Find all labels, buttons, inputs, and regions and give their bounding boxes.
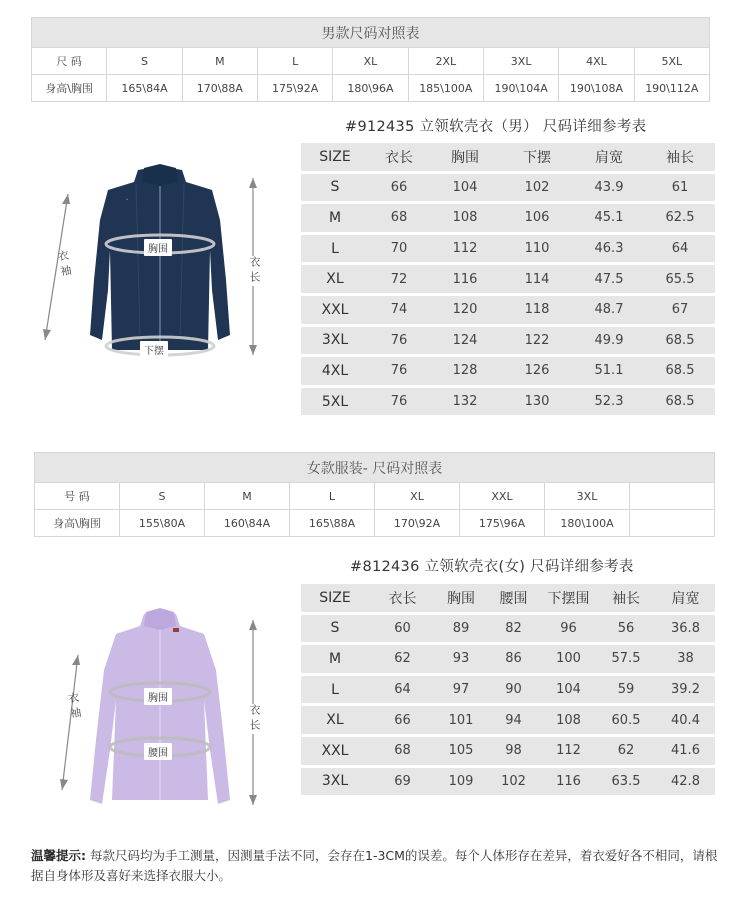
women-detail-value-cell: 68 xyxy=(369,737,436,765)
women-corr-size-cell: M xyxy=(205,483,290,510)
men-detail-value-cell: 114 xyxy=(501,265,573,293)
men-detail-value-cell: 68.5 xyxy=(645,388,715,416)
women-detail-value-cell: 102 xyxy=(486,768,541,796)
men-detail-size-cell: XXL xyxy=(301,296,369,324)
women-detail-value-cell: 66 xyxy=(369,706,436,734)
men-detail-value-cell: 64 xyxy=(645,235,715,263)
men-detail-value-cell: 46.3 xyxy=(573,235,645,263)
men-detail-value-cell: 102 xyxy=(501,174,573,202)
men-detail-size-cell: S xyxy=(301,174,369,202)
men-detail-value-cell: 49.9 xyxy=(573,327,645,355)
women-detail-value-cell: 69 xyxy=(369,768,436,796)
footer-note xyxy=(31,846,721,886)
women-chest-label: 胸围 xyxy=(144,688,172,705)
women-corr-body-row xyxy=(35,510,715,537)
men-length-label: 衣长 xyxy=(248,256,261,286)
men-detail-value-cell: 122 xyxy=(501,327,573,355)
men-detail-value-cell: 74 xyxy=(369,296,429,324)
women-detail-header-cell: 袖长 xyxy=(596,584,656,612)
women-detail-value-cell: 98 xyxy=(486,737,541,765)
men-detail-value-cell: 116 xyxy=(429,265,501,293)
women-detail-value-cell: 38 xyxy=(656,645,715,673)
men-detail-value-cell: 110 xyxy=(501,235,573,263)
men-detail-value-cell: 112 xyxy=(429,235,501,263)
women-corr-size-cell: XL xyxy=(375,483,460,510)
men-detail-header-cell: 下摆 xyxy=(501,143,573,171)
women-detail-row xyxy=(301,676,715,704)
men-corr-body-cell: 180\96A xyxy=(333,75,408,102)
men-detail-value-cell: 124 xyxy=(429,327,501,355)
men-detail-value-cell: 130 xyxy=(501,388,573,416)
women-corr-body-cell: 175\96A xyxy=(460,510,545,537)
men-detail-row xyxy=(301,357,715,385)
women-corr-body-cell: 170\92A xyxy=(375,510,460,537)
women-detail-size-cell: M xyxy=(301,645,369,673)
women-detail-row xyxy=(301,645,715,673)
men-corr-body-cell: 190\108A xyxy=(559,75,634,102)
men-detail-row xyxy=(301,388,715,416)
men-corr-size-row xyxy=(32,48,710,75)
women-detail-value-cell: 97 xyxy=(436,676,486,704)
men-detail-value-cell: 76 xyxy=(369,388,429,416)
women-detail-row xyxy=(301,706,715,734)
women-waist-label: 腰围 xyxy=(144,743,172,760)
men-detail-value-cell: 52.3 xyxy=(573,388,645,416)
women-corr-size-header: 号 码 xyxy=(35,483,120,510)
women-corr-body-cell xyxy=(630,510,715,537)
men-detail-value-cell: 47.5 xyxy=(573,265,645,293)
women-detail-value-cell: 100 xyxy=(541,645,596,673)
men-detail-value-cell: 70 xyxy=(369,235,429,263)
women-detail-value-cell: 64 xyxy=(369,676,436,704)
men-chest-label: 胸围 xyxy=(144,239,172,256)
men-detail-size-cell: L xyxy=(301,235,369,263)
men-detail-row xyxy=(301,204,715,232)
men-detail-value-cell: 67 xyxy=(645,296,715,324)
men-detail-header-cell: 衣长 xyxy=(369,143,429,171)
men-detail-value-cell: 43.9 xyxy=(573,174,645,202)
men-corr-body-cell: 185\100A xyxy=(408,75,483,102)
women-corr-title: 女款服装- 尺码对照表 xyxy=(35,453,715,483)
women-corr-body-header: 身高\胸围 xyxy=(35,510,120,537)
note-text: 每款尺码均为手工测量，因测量手法不同，会存在1-3CM的误差。每个人体形存在差异，着衣爱好各不相同，请根据自身体形及喜好来选择衣服大小。 xyxy=(31,848,718,883)
women-corr-body-cell: 160\84A xyxy=(205,510,290,537)
men-detail-header-cell: 袖长 xyxy=(645,143,715,171)
men-detail-value-cell: 72 xyxy=(369,265,429,293)
women-detail-value-cell: 36.8 xyxy=(656,615,715,643)
men-detail-value-cell: 108 xyxy=(429,204,501,232)
men-detail-value-cell: 68 xyxy=(369,204,429,232)
women-detail-value-cell: 108 xyxy=(541,706,596,734)
men-size-correspondence-table xyxy=(31,17,710,102)
men-hem-label: 下摆 xyxy=(140,341,168,358)
men-detail-value-cell: 62.5 xyxy=(645,204,715,232)
women-detail-value-cell: 62 xyxy=(596,737,656,765)
men-detail-value-cell: 106 xyxy=(501,204,573,232)
note-lead: 温馨提示: xyxy=(31,848,86,863)
men-detail-row xyxy=(301,296,715,324)
men-detail-value-cell: 61 xyxy=(645,174,715,202)
women-detail-header-cell: 衣长 xyxy=(369,584,436,612)
women-detail-size-cell: XL xyxy=(301,706,369,734)
women-detail-table xyxy=(301,581,715,798)
men-detail-size-cell: 5XL xyxy=(301,388,369,416)
men-corr-body-header: 身高\胸围 xyxy=(32,75,107,102)
women-corr-size-cell xyxy=(630,483,715,510)
men-jacket-illustration xyxy=(40,160,280,370)
men-detail-title: #912435 立领软壳衣（男） 尺码详细参考表 xyxy=(345,119,647,135)
women-jacket-diagram xyxy=(40,600,280,815)
men-corr-body-cell: 190\104A xyxy=(483,75,558,102)
women-detail-value-cell: 60 xyxy=(369,615,436,643)
men-detail-header-cell: 胸围 xyxy=(429,143,501,171)
women-detail-size-cell: 3XL xyxy=(301,768,369,796)
women-length-label: 衣长 xyxy=(248,704,261,734)
men-corr-size-cell: 3XL xyxy=(483,48,558,75)
women-detail-value-cell: 57.5 xyxy=(596,645,656,673)
men-detail-value-cell: 118 xyxy=(501,296,573,324)
women-detail-value-cell: 41.6 xyxy=(656,737,715,765)
women-detail-value-cell: 62 xyxy=(369,645,436,673)
women-detail-value-cell: 89 xyxy=(436,615,486,643)
men-detail-value-cell: 51.1 xyxy=(573,357,645,385)
men-detail-value-cell: 120 xyxy=(429,296,501,324)
women-size-correspondence-table xyxy=(34,452,715,537)
women-detail-value-cell: 101 xyxy=(436,706,486,734)
women-detail-value-cell: 90 xyxy=(486,676,541,704)
women-corr-size-row xyxy=(35,483,715,510)
men-detail-size-cell: 4XL xyxy=(301,357,369,385)
men-corr-body-cell: 170\88A xyxy=(182,75,257,102)
men-detail-row xyxy=(301,174,715,202)
men-sleeve-label: 衣袖 xyxy=(55,249,74,281)
men-detail-value-cell: 68.5 xyxy=(645,327,715,355)
men-corr-size-header: 尺 码 xyxy=(32,48,107,75)
men-corr-title: 男款尺码对照表 xyxy=(32,18,710,48)
svg-text:ᐩ: ᐩ xyxy=(126,198,128,204)
women-detail-value-cell: 86 xyxy=(486,645,541,673)
women-detail-value-cell: 109 xyxy=(436,768,486,796)
men-detail-value-cell: 126 xyxy=(501,357,573,385)
men-corr-body-cell: 190\112A xyxy=(634,75,709,102)
men-detail-value-cell: 66 xyxy=(369,174,429,202)
women-detail-value-cell: 60.5 xyxy=(596,706,656,734)
women-detail-row xyxy=(301,737,715,765)
men-detail-row xyxy=(301,235,715,263)
women-corr-size-cell: 3XL xyxy=(545,483,630,510)
men-detail-size-cell: 3XL xyxy=(301,327,369,355)
women-corr-body-cell: 165\88A xyxy=(290,510,375,537)
men-corr-size-cell: XL xyxy=(333,48,408,75)
men-corr-size-cell: L xyxy=(257,48,332,75)
women-corr-size-cell: XXL xyxy=(460,483,545,510)
women-detail-value-cell: 56 xyxy=(596,615,656,643)
women-detail-value-cell: 112 xyxy=(541,737,596,765)
women-sleeve-label: 衣袖 xyxy=(65,691,84,723)
women-detail-row xyxy=(301,615,715,643)
men-detail-value-cell: 76 xyxy=(369,357,429,385)
men-corr-size-cell: M xyxy=(182,48,257,75)
women-detail-size-cell: XXL xyxy=(301,737,369,765)
women-detail-row xyxy=(301,768,715,796)
women-corr-size-cell: L xyxy=(290,483,375,510)
men-detail-value-cell: 45.1 xyxy=(573,204,645,232)
women-detail-header-cell: 胸围 xyxy=(436,584,486,612)
men-detail-row xyxy=(301,327,715,355)
women-detail-value-cell: 96 xyxy=(541,615,596,643)
men-jacket-diagram xyxy=(40,160,280,370)
men-detail-value-cell: 104 xyxy=(429,174,501,202)
women-detail-value-cell: 63.5 xyxy=(596,768,656,796)
men-detail-table xyxy=(301,140,715,418)
women-detail-value-cell: 39.2 xyxy=(656,676,715,704)
men-detail-value-cell: 68.5 xyxy=(645,357,715,385)
men-corr-body-row xyxy=(32,75,710,102)
women-detail-header-cell: 下摆围 xyxy=(541,584,596,612)
women-detail-header-cell: 肩宽 xyxy=(656,584,715,612)
women-corr-body-cell: 155\80A xyxy=(120,510,205,537)
women-detail-header-row xyxy=(301,584,715,612)
men-detail-size-cell: M xyxy=(301,204,369,232)
men-detail-header-row xyxy=(301,143,715,171)
women-detail-value-cell: 42.8 xyxy=(656,768,715,796)
women-detail-title: #812436 立领软壳衣(女) 尺码详细参考表 xyxy=(350,559,634,575)
men-corr-body-cell: 165\84A xyxy=(107,75,182,102)
women-detail-size-cell: L xyxy=(301,676,369,704)
men-corr-body-cell: 175\92A xyxy=(257,75,332,102)
women-detail-value-cell: 116 xyxy=(541,768,596,796)
women-detail-size-cell: S xyxy=(301,615,369,643)
women-corr-body-cell: 180\100A xyxy=(545,510,630,537)
men-detail-value-cell: 132 xyxy=(429,388,501,416)
men-corr-size-cell: 2XL xyxy=(408,48,483,75)
women-detail-value-cell: 105 xyxy=(436,737,486,765)
women-detail-value-cell: 104 xyxy=(541,676,596,704)
men-detail-size-cell: XL xyxy=(301,265,369,293)
women-detail-value-cell: 82 xyxy=(486,615,541,643)
women-detail-value-cell: 40.4 xyxy=(656,706,715,734)
women-detail-header-cell: 腰围 xyxy=(486,584,541,612)
men-corr-size-cell: 5XL xyxy=(634,48,709,75)
women-detail-value-cell: 93 xyxy=(436,645,486,673)
women-detail-header-cell: SIZE xyxy=(301,584,369,612)
men-detail-value-cell: 65.5 xyxy=(645,265,715,293)
women-detail-value-cell: 59 xyxy=(596,676,656,704)
men-detail-header-cell: 肩宽 xyxy=(573,143,645,171)
men-corr-size-cell: S xyxy=(107,48,182,75)
men-detail-row xyxy=(301,265,715,293)
men-corr-size-cell: 4XL xyxy=(559,48,634,75)
men-detail-header-cell: SIZE xyxy=(301,143,369,171)
men-detail-value-cell: 128 xyxy=(429,357,501,385)
men-detail-value-cell: 48.7 xyxy=(573,296,645,324)
women-corr-size-cell: S xyxy=(120,483,205,510)
women-detail-value-cell: 94 xyxy=(486,706,541,734)
men-detail-value-cell: 76 xyxy=(369,327,429,355)
